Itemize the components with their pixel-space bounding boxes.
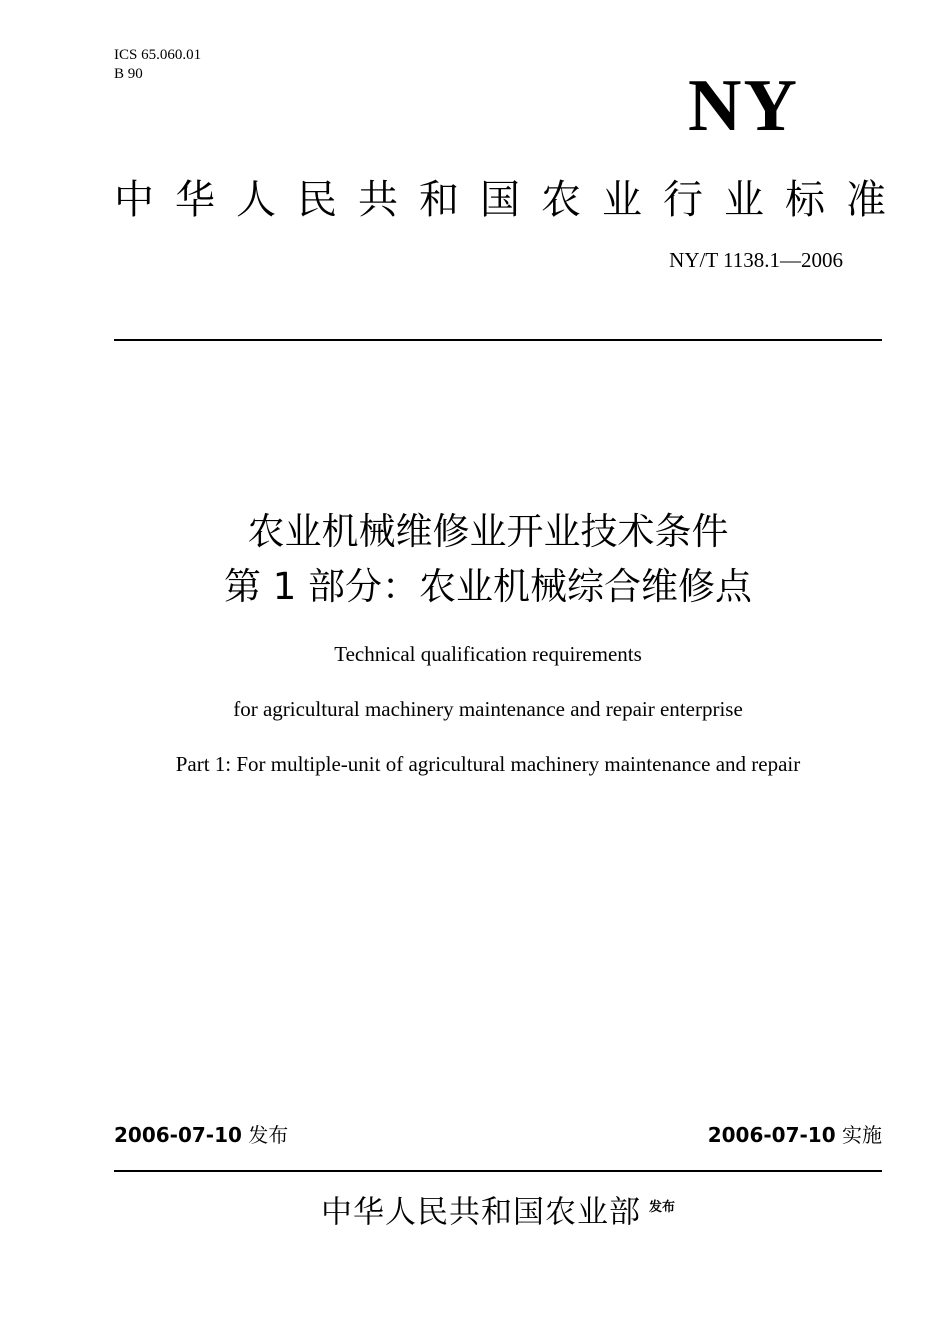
issue-date-label: 发布 xyxy=(248,1123,289,1147)
implementation-date-label: 实施 xyxy=(842,1123,882,1147)
implementation-date xyxy=(708,1122,882,1148)
footer-divider xyxy=(114,1170,882,1172)
publisher xyxy=(0,1186,950,1234)
english-title-line-2: for agricultural machinery maintenance and repair enterprise xyxy=(233,697,743,721)
header-divider xyxy=(114,339,882,341)
ny-logo: NY xyxy=(688,65,799,147)
ics-code: ICS 65.060.01 xyxy=(114,47,202,63)
publisher-name: 中华人民共和国农业部 xyxy=(320,1194,641,1231)
implementation-date-value: 2006-07-10 xyxy=(707,1123,836,1147)
english-title-line-3: Part 1: For multiple-unit of agricultural machinery maintenance and repair xyxy=(175,752,801,776)
ics-block xyxy=(114,46,201,84)
chinese-title-line-2: 第 1 部分：农业机械综合维修点 xyxy=(223,565,753,608)
standard-type-heading: 中华人民共和国农业行业标准 xyxy=(114,177,907,223)
issue-date-value: 2006-07-10 xyxy=(114,1123,242,1147)
classification-code: B 90 xyxy=(114,66,143,82)
english-title-line-1: Technical qualification requirements xyxy=(334,642,642,666)
publisher-suffix: 发布 xyxy=(648,1200,675,1215)
standard-number: NY/T 1138.1—2006 xyxy=(669,248,843,272)
chinese-title-line-1: 农业机械维修业开业技术条件 xyxy=(247,510,729,553)
issue-date xyxy=(114,1122,288,1148)
